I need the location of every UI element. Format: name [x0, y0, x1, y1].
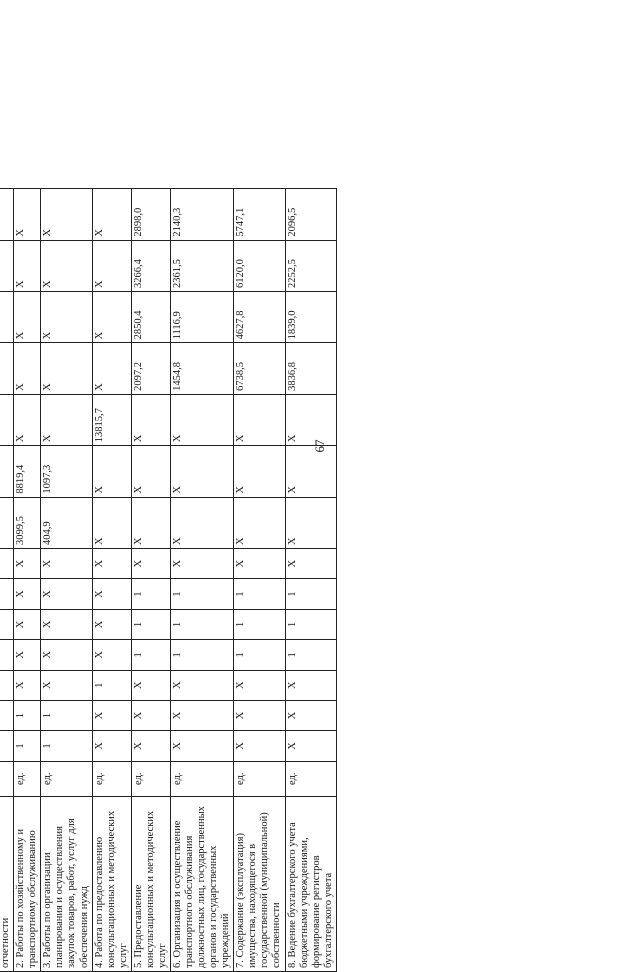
table-cell: 6120,0 [234, 240, 285, 291]
table-cell: 1 [92, 670, 131, 700]
table-row [234, 189, 285, 972]
table-cell: 2097,2 [131, 343, 170, 394]
table-cell: 404,9 [41, 497, 92, 548]
rotated-table-sheet [0, 50, 640, 968]
table-cell: Х [14, 240, 41, 291]
table-cell: Х [131, 731, 170, 761]
table-cell: 1 [285, 579, 336, 609]
table-cell: Х [234, 731, 285, 761]
table-cell: Х [285, 731, 336, 761]
row-unit: ед. [285, 761, 336, 796]
table-cell: Х [170, 670, 233, 700]
table-cell: 1839,0 [285, 292, 336, 343]
table-cell: Х [131, 670, 170, 700]
table-cell: Х [234, 446, 285, 497]
table-rotation-wrapper [0, 188, 502, 972]
table-cell: Х [131, 549, 170, 579]
table-cell: 1 [170, 640, 233, 670]
table-cell: Х [41, 579, 92, 609]
table-row [92, 189, 131, 972]
table-cell: 2361,5 [170, 240, 233, 291]
table-cell: 3836,8 [285, 343, 336, 394]
row-name: 5. Предоставление консультационных и методических услуг [131, 796, 170, 971]
table-cell [0, 700, 14, 730]
table-cell: Х [131, 497, 170, 548]
table-cell: 2252,5 [285, 240, 336, 291]
table-cell: Х [285, 497, 336, 548]
table-row [285, 189, 336, 972]
table-cell: Х [92, 343, 131, 394]
row-name: 2. Работы по хозяйственному и транспортному обслуживанию [14, 796, 41, 971]
table-cell: 2898,0 [131, 189, 170, 241]
table-row [170, 189, 233, 972]
table-cell [0, 240, 14, 291]
table-cell: 13815,7 [92, 394, 131, 445]
table-cell: 1097,3 [41, 446, 92, 497]
table-cell [0, 497, 14, 548]
table-cell: Х [285, 700, 336, 730]
table-cell: Х [170, 446, 233, 497]
table-cell: Х [170, 700, 233, 730]
table-cell: Х [92, 446, 131, 497]
table-cell: Х [170, 731, 233, 761]
table-cell: 1 [41, 731, 92, 761]
table-cell [0, 343, 14, 394]
page-number: 67 [312, 439, 327, 453]
table-cell: Х [14, 609, 41, 639]
table-cell: 1 [14, 731, 41, 761]
table-cell [0, 579, 14, 609]
table-cell: 2096,5 [285, 189, 336, 241]
table-cell: 1 [131, 640, 170, 670]
table-cell: 2850,4 [131, 292, 170, 343]
table-cell: Х [170, 497, 233, 548]
table-cell: 1 [170, 609, 233, 639]
table-cell: Х [285, 549, 336, 579]
row-unit: ед. [131, 761, 170, 796]
row-name: 4. Работа по предоставлению консультационных и методических услуг [92, 796, 131, 971]
table-cell: Х [41, 609, 92, 639]
table-cell: 1 [234, 609, 285, 639]
table-cell: Х [131, 394, 170, 445]
table-cell [0, 292, 14, 343]
table-cell: Х [234, 497, 285, 548]
table-cell: Х [285, 446, 336, 497]
table-cell: Х [92, 731, 131, 761]
row-unit: ед. [41, 761, 92, 796]
table-cell: 8819,4 [14, 446, 41, 497]
table-cell: Х [41, 343, 92, 394]
table-cell: Х [14, 579, 41, 609]
row-name: 3. Работы по организации планирования и осуществления закупок товаров, работ, услуг для обеспечения нужд [41, 796, 92, 971]
table-cell: Х [92, 240, 131, 291]
table-cell: Х [41, 640, 92, 670]
row-unit: ед. [234, 761, 285, 796]
table-cell: Х [41, 292, 92, 343]
table-cell: 1 [170, 579, 233, 609]
table-cell: Х [92, 189, 131, 241]
table-row [14, 189, 41, 972]
table-cell: Х [285, 394, 336, 445]
table-cell: Х [14, 343, 41, 394]
table-cell [0, 394, 14, 445]
table-row [0, 189, 14, 972]
table-cell: Х [92, 549, 131, 579]
table-cell: Х [41, 189, 92, 241]
row-name: 7. Содержание (эксплуатация) имущества, находящегося в государственной (муниципальной) собственности [234, 796, 285, 971]
table-cell: Х [92, 700, 131, 730]
table-cell: Х [92, 292, 131, 343]
table-cell: 6738,5 [234, 343, 285, 394]
data-table [0, 188, 337, 972]
row-unit: ед. [170, 761, 233, 796]
table-cell [0, 731, 14, 761]
table-cell [0, 609, 14, 639]
table-cell [0, 446, 14, 497]
row-name: 8. Ведение бухгалтерского учета бюджетными учреждениями, формирование регистров бухгалтерского учета [285, 796, 336, 971]
table-cell [0, 189, 14, 241]
table-cell: 1116,9 [170, 292, 233, 343]
table-cell: Х [234, 670, 285, 700]
table-cell: Х [234, 394, 285, 445]
table-cell: Х [170, 549, 233, 579]
table-cell: Х [41, 240, 92, 291]
table-cell: Х [234, 549, 285, 579]
table-cell: Х [41, 549, 92, 579]
table-cell: 1454,8 [170, 343, 233, 394]
row-name: отчетности [0, 796, 14, 971]
table-cell: Х [14, 189, 41, 241]
table-cell: Х [14, 292, 41, 343]
table-cell: Х [41, 394, 92, 445]
table-cell: 1 [131, 579, 170, 609]
table-cell: Х [14, 394, 41, 445]
table-row [41, 189, 92, 972]
table-cell: 2140,3 [170, 189, 233, 241]
row-unit: ед. [14, 761, 41, 796]
table-cell: 4627,8 [234, 292, 285, 343]
table-cell: 1 [14, 700, 41, 730]
table-cell: Х [285, 670, 336, 700]
table-cell: 5747,1 [234, 189, 285, 241]
table-cell: Х [14, 670, 41, 700]
table-cell: Х [92, 609, 131, 639]
table-cell: Х [14, 549, 41, 579]
table-cell: 1 [234, 640, 285, 670]
table-cell: 1 [285, 609, 336, 639]
row-name: 6. Организация и осуществление транспортного обслуживания должностных лиц, государственных органов и государственных учреждений [170, 796, 233, 971]
table-cell: Х [41, 670, 92, 700]
table-row [131, 189, 170, 972]
table-cell: 1 [234, 579, 285, 609]
table-cell: Х [14, 640, 41, 670]
table-cell: Х [92, 579, 131, 609]
table-cell: Х [92, 640, 131, 670]
table-cell: Х [234, 700, 285, 730]
table-cell [0, 549, 14, 579]
table-cell: 1 [131, 609, 170, 639]
row-unit: ед. [92, 761, 131, 796]
table-cell [0, 640, 14, 670]
table-cell: Х [131, 700, 170, 730]
table-cell: Х [92, 497, 131, 548]
table-cell: 1 [41, 700, 92, 730]
table-cell: 1 [285, 640, 336, 670]
table-cell [0, 670, 14, 700]
table-cell: Х [131, 446, 170, 497]
row-unit [0, 761, 14, 796]
table-cell: Х [170, 394, 233, 445]
table-cell: 3266,4 [131, 240, 170, 291]
table-cell: 3099,5 [14, 497, 41, 548]
